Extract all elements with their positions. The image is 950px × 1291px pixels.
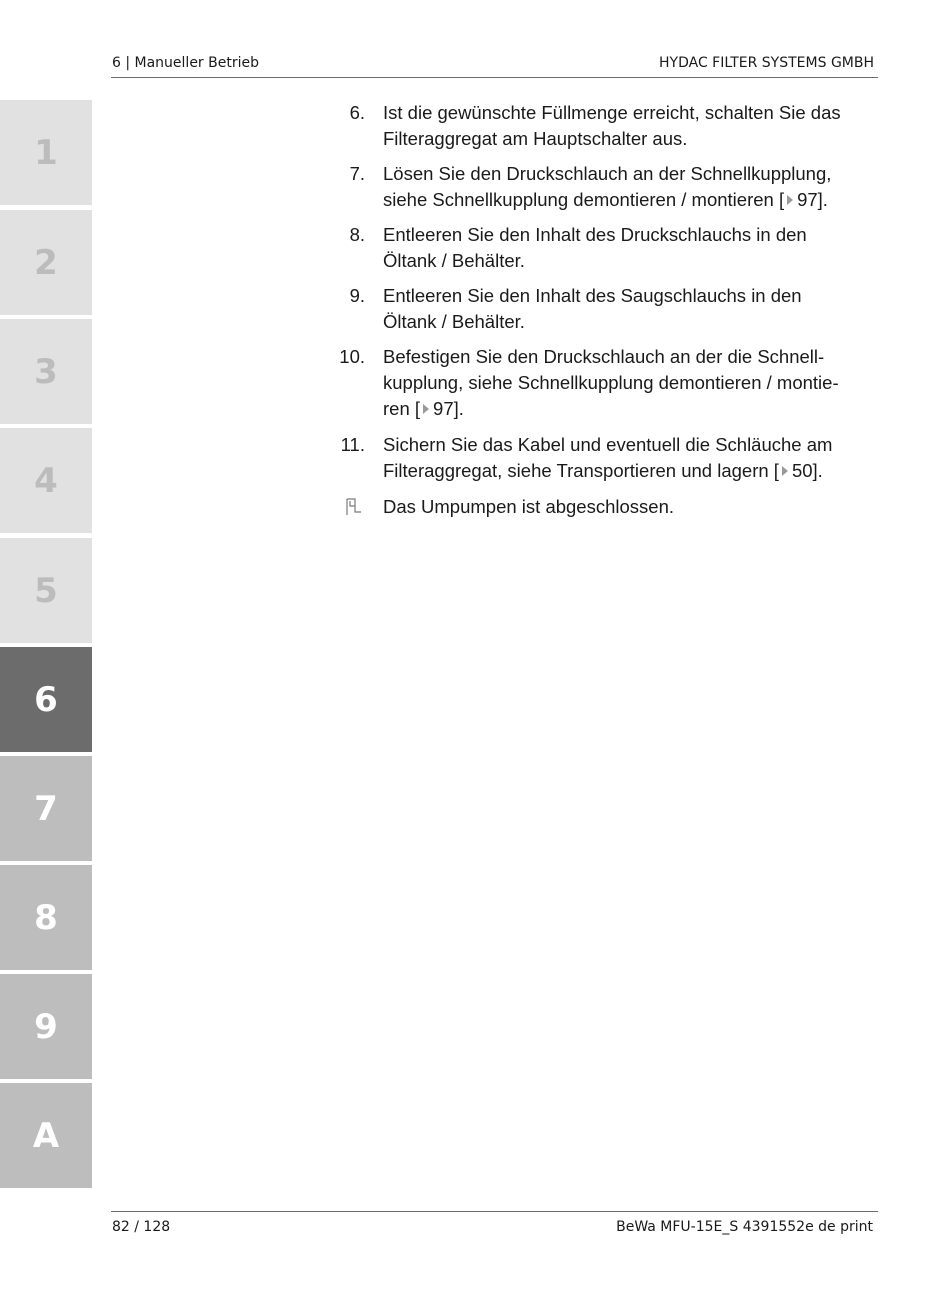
step-line: Lösen Sie den Druckschlauch an der Schnellkupplung, <box>383 163 832 184</box>
chapter-tab-6[interactable]: 6 <box>0 647 92 752</box>
step-line: Befestigen Sie den Druckschlauch an der die Schnell- <box>383 346 825 367</box>
step-line: Entleeren Sie den Inhalt des Saugschlauchs in den <box>383 285 802 306</box>
step-line: Sichern Sie das Kabel und eventuell die Schläuche am <box>383 434 833 455</box>
chapter-tab-1[interactable]: 1 <box>0 100 92 205</box>
step-line: Entleeren Sie den Inhalt des Druckschlauchs in den <box>383 224 807 245</box>
result-flag-icon <box>344 498 362 516</box>
page-ref-arrow-icon <box>787 195 793 205</box>
step-line: Filteraggregat am Hauptschalter aus. <box>383 128 688 149</box>
step-number: 8. <box>349 224 365 245</box>
link-suffix: ]. <box>817 189 828 210</box>
page-number: 82 / 128 <box>112 1219 171 1235</box>
page-header <box>111 53 878 78</box>
step-text <box>383 432 880 484</box>
chapter-tab-7[interactable]: 7 <box>0 756 92 861</box>
step-number: 9. <box>349 285 365 306</box>
step-number: 6. <box>349 102 365 123</box>
step-text <box>383 222 880 274</box>
step-line: Öltank / Behälter. <box>383 250 525 271</box>
result-text: Das Umpumpen ist abgeschlossen. <box>383 496 675 517</box>
step-text <box>383 344 880 422</box>
step-text <box>383 283 880 335</box>
document-id: BeWa MFU-15E_S 4391552e de print <box>616 1219 873 1235</box>
footer-divider <box>111 1211 878 1212</box>
step-line[interactable]: kupplung, siehe Schnellkupplung demontieren / montie- <box>383 372 839 393</box>
chapter-tab-8[interactable]: 8 <box>0 865 92 970</box>
step-line: Ist die gewünschte Füllmenge erreicht, schalten Sie das <box>383 102 841 123</box>
step-line-with-link[interactable] <box>383 458 880 484</box>
step-line: Öltank / Behälter. <box>383 311 525 332</box>
chapter-title: 6 | Manueller Betrieb <box>112 55 259 71</box>
page-ref-number[interactable]: 97 <box>797 189 818 210</box>
page-ref-number[interactable]: 97 <box>433 398 454 419</box>
link-text[interactable]: siehe Schnellkupplung demontieren / montieren [ <box>383 189 785 210</box>
chapter-tab-a[interactable]: A <box>0 1083 92 1188</box>
chapter-tab-4[interactable]: 4 <box>0 428 92 533</box>
chapter-tab-9[interactable]: 9 <box>0 974 92 1079</box>
page-ref-number[interactable]: 50 <box>791 460 813 481</box>
step-text <box>383 161 880 213</box>
link-suffix: ]. <box>453 398 464 419</box>
step-line-with-link[interactable] <box>383 187 880 213</box>
link-text[interactable]: ren [ <box>383 398 421 419</box>
step-number: 11. <box>340 434 365 455</box>
step-number: 7. <box>349 163 365 184</box>
chapter-tab-5[interactable]: 5 <box>0 538 92 643</box>
link-text[interactable]: Filteraggregat, siehe Transportieren und lagern [ <box>383 460 779 481</box>
chapter-tab-3[interactable]: 3 <box>0 319 92 424</box>
chapter-tab-2[interactable]: 2 <box>0 210 92 315</box>
company-name: HYDAC FILTER SYSTEMS GMBH <box>659 55 874 71</box>
page-ref-arrow-icon <box>782 466 788 476</box>
step-line-with-link[interactable] <box>383 396 880 422</box>
page-ref-arrow-icon <box>423 404 429 414</box>
link-suffix: ]. <box>812 460 823 481</box>
step-number: 10. <box>339 346 365 367</box>
step-text <box>383 100 880 152</box>
